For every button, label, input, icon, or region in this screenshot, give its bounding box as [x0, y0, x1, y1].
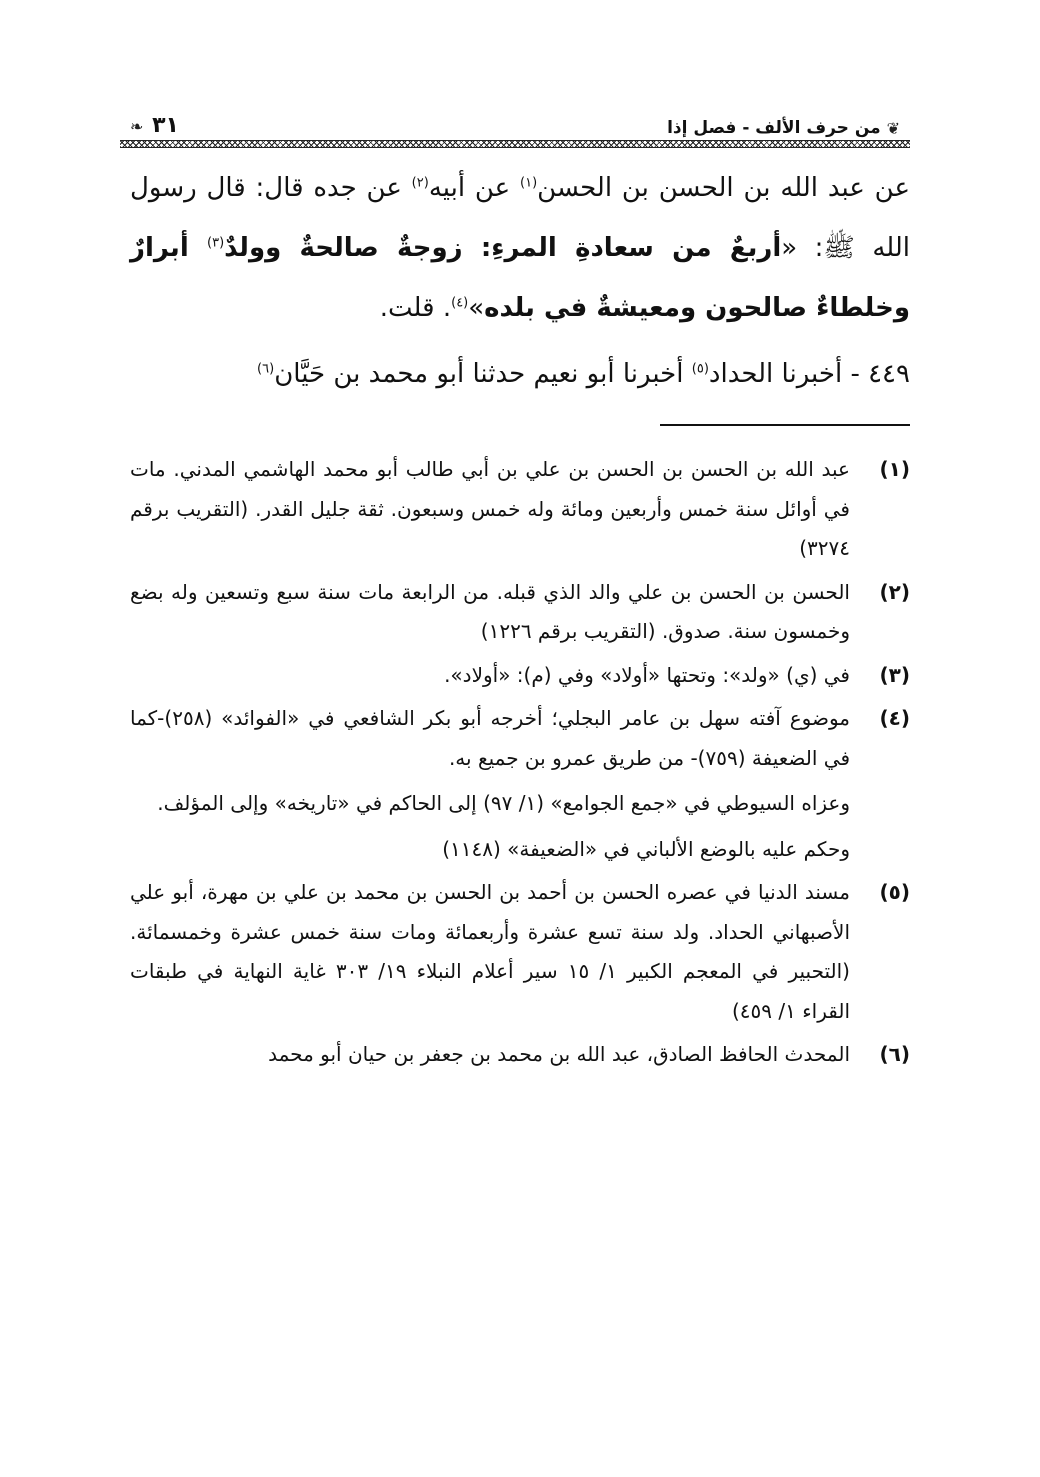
footnote-text: عبد الله بن الحسن بن الحسن بن علي بن أبي طالب أبو محمد الهاشمي المدني. مات في أوائل سنة خمس وأربعين ومائة وله خمس وسبعون. ثقة جليل القدر. (التقريب برقم ٣٢٧٤) — [130, 457, 850, 560]
footnote-ref[interactable]: (٢) — [411, 175, 429, 191]
footnote-5 — [130, 873, 910, 1031]
hadith-text: أبرارٌ وخلطاءٌ صالحون ومعيشةٌ في بلده — [130, 233, 910, 323]
footnote-text: وحكم عليه بالوضع الألباني في «الضعيفة» (١١٤٨) — [442, 836, 850, 861]
footnote-body — [130, 873, 850, 1031]
footnotes — [130, 450, 910, 1079]
footnote-text: الحسن بن الحسن بن علي والد الذي قبله. من الرابعة مات سنة سبع وتسعين وله بضع وخمسون سنة. صدوق. (التقريب برقم ١٢٢٦) — [130, 579, 850, 643]
footnote-6 — [130, 1035, 910, 1075]
footnote-number: (٣) — [879, 662, 910, 687]
header-title-cartouche — [657, 118, 910, 142]
text-run: عن جده قال: قال رسول الله ﷺ: « — [130, 173, 911, 263]
footnote-ref[interactable]: (٥) — [691, 361, 709, 377]
running-header — [120, 100, 910, 142]
footnote-3 — [130, 656, 910, 696]
footnote-body — [130, 450, 850, 569]
ornament-curl-icon: ❧ — [130, 116, 145, 136]
footnote-number: (١) — [879, 457, 910, 481]
footnote-text: مسند الدنيا في عصره الحسن بن أحمد بن الحسن بن محمد بن علي بن مهرة، أبو علي الأصبهاني الحداد. ولد سنة تسع عشرة وأربعمائة ومات سنة خمس عشرة وخمسمائة. (التحبير في المعجم الكبير ١/ ١٥ سير أعلام النبلاء ١٩/ ٣٠٣ غاية النهاية في طبقات القراء ١/ ٤٥٩) — [130, 880, 850, 1023]
footnote-ref[interactable]: (١) — [520, 175, 538, 191]
text-run: » — [468, 293, 485, 323]
page-number: ٣١ — [152, 113, 179, 138]
page-number-cartouche — [120, 113, 189, 142]
hadith-paragraph — [130, 158, 910, 338]
footnote-number: (٦) — [879, 1042, 910, 1066]
footnote-ref[interactable]: (٣) — [207, 235, 225, 251]
text-run: أخبرنا أبو نعيم حدثنا أبو محمد بن حَيَّان — [274, 359, 692, 389]
footnote-text: المحدث الحافظ الصادق، عبد الله بن محمد بن جعفر بن حيان أبو محمد — [268, 1042, 850, 1066]
footnote-body — [130, 1035, 850, 1075]
footnote-body — [130, 573, 850, 652]
text-run: عن عبد الله بن الحسن بن الحسن — [537, 173, 910, 203]
footnote-text: وعزاه السيوطي في «جمع الجوامع» (١/ ٩٧) إلى الحاكم في «تاريخه» وإلى المؤلف. — [157, 791, 850, 815]
main-text — [130, 158, 910, 404]
footnote-divider — [660, 424, 910, 426]
footnote-ref[interactable]: (٤) — [451, 295, 469, 311]
chain-paragraph — [130, 344, 910, 404]
ornament-curl-icon: ❦ — [886, 118, 900, 138]
footnote-number: (٢) — [879, 579, 910, 604]
footnote-ref[interactable]: (٦) — [257, 361, 275, 377]
footnote-number: (٤) — [879, 706, 910, 730]
footnote-2 — [130, 573, 910, 652]
footnote-4 — [130, 699, 910, 869]
header-title: من حرف الألف - فصل إذا — [667, 118, 881, 138]
footnote-text: في (ي) «ولد»: وتحتها «أولاد» وفي (م): «أولاد». — [444, 662, 850, 687]
hadith-text: أربعٌ من سعادةِ المرءِ: زوجةٌ صالحةٌ وولدٌ — [224, 233, 782, 263]
text-run: عن أبيه — [428, 173, 521, 203]
footnote-text: موضوع آفته سهل بن عامر البجلي؛ أخرجه أبو بكر الشافعي في «الفوائد» (٢٥٨)-كما في الضعيفة (٧٥٩)- من طريق عمرو بن جميع به. — [130, 706, 850, 770]
text-run: . قلت. — [379, 293, 452, 323]
header-ornamental-rule — [120, 140, 910, 148]
footnote-1 — [130, 450, 910, 569]
text-run: ٤٤٩ - أخبرنا الحداد — [708, 359, 910, 389]
footnote-body — [130, 699, 850, 869]
footnote-number: (٥) — [879, 880, 910, 904]
footnote-body — [130, 656, 850, 696]
